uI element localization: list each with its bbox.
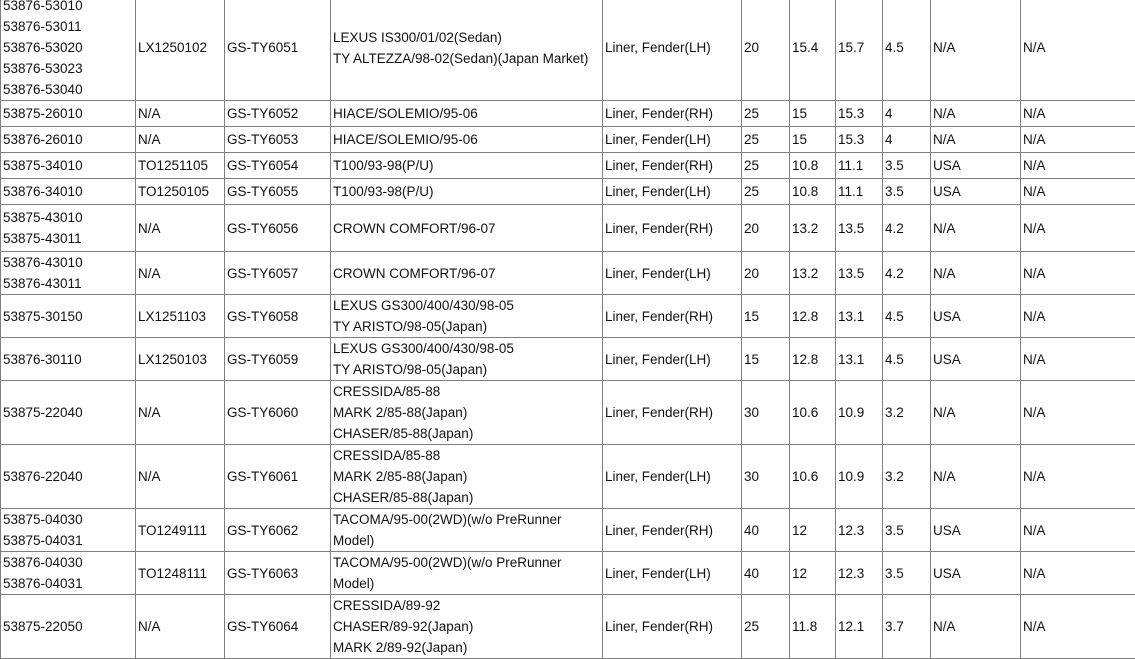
table-row bbox=[1, 595, 1135, 659]
table-row bbox=[1, 338, 1135, 381]
certification-cell[interactable]: N/A bbox=[931, 252, 1021, 295]
dimension-2-cell[interactable]: 12.1 bbox=[836, 595, 883, 659]
application-cell[interactable] bbox=[331, 127, 603, 153]
note-cell[interactable]: N/A bbox=[1021, 381, 1135, 445]
description-cell[interactable]: Liner, Fender(LH) bbox=[603, 252, 742, 295]
partslink-cell[interactable]: TO1251105 bbox=[136, 153, 225, 179]
table-body bbox=[1, 0, 1135, 659]
table-row bbox=[1, 252, 1135, 295]
certification-cell[interactable]: N/A bbox=[931, 381, 1021, 445]
oem-number-cell[interactable] bbox=[1, 127, 136, 153]
oem-number: 53875-43010 bbox=[3, 207, 135, 228]
application-line: TY ARISTO/98-05(Japan) bbox=[333, 359, 602, 380]
application-line: MARK 2/89-92(Japan) bbox=[333, 637, 602, 658]
dimension-2-cell[interactable]: 12.3 bbox=[836, 509, 883, 552]
oem-number: 53876-53010 bbox=[3, 0, 135, 16]
description-cell[interactable]: Liner, Fender(RH) bbox=[603, 595, 742, 659]
table-row bbox=[1, 179, 1135, 205]
application-cell[interactable] bbox=[331, 205, 603, 252]
application-line: CRESSIDA/85-88 bbox=[333, 381, 602, 402]
dimension-1-cell[interactable]: 12.8 bbox=[790, 295, 836, 338]
partslink-cell[interactable]: LX1250103 bbox=[136, 338, 225, 381]
quantity-cell[interactable]: 40 bbox=[742, 552, 790, 595]
oem-number: 53876-53020 bbox=[3, 37, 135, 58]
oem-number: 53876-53011 bbox=[3, 16, 135, 37]
description-cell[interactable]: Liner, Fender(RH) bbox=[603, 205, 742, 252]
quantity-cell[interactable]: 20 bbox=[742, 252, 790, 295]
dimension-2-cell[interactable]: 13.5 bbox=[836, 252, 883, 295]
oem-number: 53875-30150 bbox=[3, 306, 135, 327]
part-code-cell[interactable]: GS-TY6054 bbox=[225, 153, 331, 179]
application-line: LEXUS IS300/01/02(Sedan) bbox=[333, 27, 602, 48]
application-line: TACOMA/95-00(2WD)(w/o PreRunner bbox=[333, 509, 602, 530]
oem-number-cell[interactable] bbox=[1, 179, 136, 205]
dimension-1-cell[interactable]: 12 bbox=[790, 552, 836, 595]
oem-number-cell[interactable] bbox=[1, 595, 136, 659]
part-code-cell[interactable]: GS-TY6052 bbox=[225, 101, 331, 127]
note-cell[interactable]: N/A bbox=[1021, 101, 1135, 127]
quantity-cell[interactable]: 20 bbox=[742, 0, 790, 101]
application-line: HIACE/SOLEMIO/95-06 bbox=[333, 129, 602, 150]
dimension-3-cell[interactable]: 4.2 bbox=[883, 205, 931, 252]
dimension-3-cell[interactable]: 4.5 bbox=[883, 0, 931, 101]
oem-number: 53876-22040 bbox=[3, 466, 135, 487]
dimension-1-cell[interactable]: 13.2 bbox=[790, 205, 836, 252]
note-cell[interactable]: N/A bbox=[1021, 0, 1135, 101]
dimension-1-cell[interactable]: 10.6 bbox=[790, 381, 836, 445]
certification-cell[interactable]: USA bbox=[931, 179, 1021, 205]
partslink-cell[interactable]: N/A bbox=[136, 445, 225, 509]
partslink-cell[interactable]: N/A bbox=[136, 101, 225, 127]
dimension-2-cell[interactable]: 13.5 bbox=[836, 205, 883, 252]
part-code-cell[interactable]: GS-TY6053 bbox=[225, 127, 331, 153]
table-row bbox=[1, 0, 1135, 101]
dimension-1-cell[interactable]: 12 bbox=[790, 509, 836, 552]
dimension-2-cell[interactable]: 15.7 bbox=[836, 0, 883, 101]
dimension-1-cell[interactable]: 13.2 bbox=[790, 252, 836, 295]
partslink-cell[interactable]: TO1249111 bbox=[136, 509, 225, 552]
application-line: TY ALTEZZA/98-02(Sedan)(Japan Market) bbox=[333, 48, 602, 69]
application-cell[interactable] bbox=[331, 0, 603, 101]
application-line: HIACE/SOLEMIO/95-06 bbox=[333, 103, 602, 124]
certification-cell[interactable]: USA bbox=[931, 338, 1021, 381]
note-cell[interactable]: N/A bbox=[1021, 179, 1135, 205]
table-row bbox=[1, 445, 1135, 509]
dimension-3-cell[interactable]: 3.7 bbox=[883, 595, 931, 659]
oem-number-cell[interactable] bbox=[1, 445, 136, 509]
oem-number: 53876-04031 bbox=[3, 573, 135, 594]
oem-number: 53875-43011 bbox=[3, 228, 135, 249]
oem-number: 53875-34010 bbox=[3, 155, 135, 176]
application-cell[interactable] bbox=[331, 445, 603, 509]
oem-number: 53876-30110 bbox=[3, 349, 135, 370]
dimension-2-cell[interactable]: 11.1 bbox=[836, 179, 883, 205]
quantity-cell[interactable]: 25 bbox=[742, 179, 790, 205]
application-cell[interactable] bbox=[331, 101, 603, 127]
oem-number-cell[interactable] bbox=[1, 338, 136, 381]
dimension-1-cell[interactable]: 15 bbox=[790, 127, 836, 153]
dimension-3-cell[interactable]: 4 bbox=[883, 101, 931, 127]
note-cell[interactable]: N/A bbox=[1021, 338, 1135, 381]
certification-cell[interactable]: N/A bbox=[931, 595, 1021, 659]
part-code-cell[interactable]: GS-TY6055 bbox=[225, 179, 331, 205]
dimension-3-cell[interactable]: 4.2 bbox=[883, 252, 931, 295]
dimension-2-cell[interactable]: 12.3 bbox=[836, 552, 883, 595]
application-line: CHASER/85-88(Japan) bbox=[333, 423, 602, 444]
quantity-cell[interactable]: 25 bbox=[742, 153, 790, 179]
dimension-3-cell[interactable]: 3.2 bbox=[883, 445, 931, 509]
part-code-cell[interactable]: GS-TY6064 bbox=[225, 595, 331, 659]
application-line: Model) bbox=[333, 573, 602, 594]
certification-cell[interactable]: USA bbox=[931, 295, 1021, 338]
part-code-cell[interactable]: GS-TY6056 bbox=[225, 205, 331, 252]
oem-number: 53875-04030 bbox=[3, 509, 135, 530]
description-cell[interactable]: Liner, Fender(RH) bbox=[603, 295, 742, 338]
partslink-cell[interactable]: N/A bbox=[136, 205, 225, 252]
dimension-2-cell[interactable]: 15.3 bbox=[836, 101, 883, 127]
oem-number-cell[interactable] bbox=[1, 509, 136, 552]
dimension-3-cell[interactable]: 3.5 bbox=[883, 509, 931, 552]
application-line: T100/93-98(P/U) bbox=[333, 155, 602, 176]
oem-number: 53876-04030 bbox=[3, 552, 135, 573]
application-cell[interactable] bbox=[331, 595, 603, 659]
partslink-cell[interactable]: N/A bbox=[136, 381, 225, 445]
partslink-cell[interactable]: LX1250102 bbox=[136, 0, 225, 101]
dimension-1-cell[interactable]: 15 bbox=[790, 101, 836, 127]
note-cell[interactable]: N/A bbox=[1021, 153, 1135, 179]
note-cell[interactable]: N/A bbox=[1021, 127, 1135, 153]
application-line: CROWN COMFORT/96-07 bbox=[333, 218, 602, 239]
application-cell[interactable] bbox=[331, 179, 603, 205]
application-line: Model) bbox=[333, 530, 602, 551]
description-cell[interactable]: Liner, Fender(LH) bbox=[603, 552, 742, 595]
dimension-3-cell[interactable]: 4.5 bbox=[883, 295, 931, 338]
part-code-cell[interactable]: GS-TY6061 bbox=[225, 445, 331, 509]
dimension-3-cell[interactable]: 3.2 bbox=[883, 381, 931, 445]
application-line: TACOMA/95-00(2WD)(w/o PreRunner bbox=[333, 552, 602, 573]
description-cell[interactable]: Liner, Fender(LH) bbox=[603, 179, 742, 205]
certification-cell[interactable]: N/A bbox=[931, 0, 1021, 101]
oem-number: 53875-22040 bbox=[3, 402, 135, 423]
dimension-2-cell[interactable]: 10.9 bbox=[836, 445, 883, 509]
oem-number: 53875-04031 bbox=[3, 530, 135, 551]
application-line: LEXUS GS300/400/430/98-05 bbox=[333, 338, 602, 359]
application-line: MARK 2/85-88(Japan) bbox=[333, 402, 602, 423]
description-cell[interactable]: Liner, Fender(LH) bbox=[603, 127, 742, 153]
dimension-2-cell[interactable]: 10.9 bbox=[836, 381, 883, 445]
table-row bbox=[1, 381, 1135, 445]
description-cell[interactable]: Liner, Fender(LH) bbox=[603, 0, 742, 101]
dimension-3-cell[interactable]: 3.5 bbox=[883, 552, 931, 595]
certification-cell[interactable]: USA bbox=[931, 153, 1021, 179]
oem-number-cell[interactable] bbox=[1, 153, 136, 179]
note-cell[interactable]: N/A bbox=[1021, 252, 1135, 295]
table-row bbox=[1, 205, 1135, 252]
note-cell[interactable]: N/A bbox=[1021, 445, 1135, 509]
application-cell[interactable] bbox=[331, 153, 603, 179]
application-line: CRESSIDA/85-88 bbox=[333, 445, 602, 466]
application-line: CHASER/85-88(Japan) bbox=[333, 487, 602, 508]
quantity-cell[interactable]: 30 bbox=[742, 445, 790, 509]
oem-number-cell[interactable] bbox=[1, 252, 136, 295]
part-code-cell[interactable]: GS-TY6058 bbox=[225, 295, 331, 338]
certification-cell[interactable]: N/A bbox=[931, 205, 1021, 252]
description-cell[interactable]: Liner, Fender(LH) bbox=[603, 338, 742, 381]
application-cell[interactable] bbox=[331, 509, 603, 552]
dimension-1-cell[interactable]: 11.8 bbox=[790, 595, 836, 659]
part-code-cell[interactable]: GS-TY6051 bbox=[225, 0, 331, 101]
oem-number: 53875-22050 bbox=[3, 616, 135, 637]
application-line: LEXUS GS300/400/430/98-05 bbox=[333, 295, 602, 316]
part-code-cell[interactable]: GS-TY6057 bbox=[225, 252, 331, 295]
dimension-1-cell[interactable]: 12.8 bbox=[790, 338, 836, 381]
dimension-1-cell[interactable]: 10.6 bbox=[790, 445, 836, 509]
description-cell[interactable]: Liner, Fender(RH) bbox=[603, 101, 742, 127]
part-code-cell[interactable]: GS-TY6059 bbox=[225, 338, 331, 381]
oem-number: 53876-43010 bbox=[3, 252, 135, 273]
table-row bbox=[1, 295, 1135, 338]
certification-cell[interactable]: USA bbox=[931, 552, 1021, 595]
dimension-3-cell[interactable]: 4.5 bbox=[883, 338, 931, 381]
application-line: TY ARISTO/98-05(Japan) bbox=[333, 316, 602, 337]
dimension-1-cell[interactable]: 10.8 bbox=[790, 179, 836, 205]
description-cell[interactable]: Liner, Fender(RH) bbox=[603, 509, 742, 552]
description-cell[interactable]: Liner, Fender(RH) bbox=[603, 153, 742, 179]
note-cell[interactable]: N/A bbox=[1021, 205, 1135, 252]
oem-number-cell[interactable] bbox=[1, 205, 136, 252]
note-cell[interactable]: N/A bbox=[1021, 552, 1135, 595]
part-code-cell[interactable]: GS-TY6060 bbox=[225, 381, 331, 445]
quantity-cell[interactable]: 30 bbox=[742, 381, 790, 445]
application-cell[interactable] bbox=[331, 295, 603, 338]
application-line: CHASER/89-92(Japan) bbox=[333, 616, 602, 637]
partslink-cell[interactable]: TO1250105 bbox=[136, 179, 225, 205]
application-line: CRESSIDA/89-92 bbox=[333, 595, 602, 616]
description-cell[interactable]: Liner, Fender(LH) bbox=[603, 445, 742, 509]
application-line: T100/93-98(P/U) bbox=[333, 181, 602, 202]
quantity-cell[interactable]: 25 bbox=[742, 595, 790, 659]
partslink-cell[interactable]: N/A bbox=[136, 595, 225, 659]
certification-cell[interactable]: N/A bbox=[931, 127, 1021, 153]
quantity-cell[interactable]: 15 bbox=[742, 295, 790, 338]
partslink-cell[interactable]: LX1251103 bbox=[136, 295, 225, 338]
oem-number-cell[interactable] bbox=[1, 0, 136, 101]
application-cell[interactable] bbox=[331, 252, 603, 295]
partslink-cell[interactable]: N/A bbox=[136, 252, 225, 295]
dimension-3-cell[interactable]: 3.5 bbox=[883, 153, 931, 179]
oem-number-cell[interactable] bbox=[1, 381, 136, 445]
oem-number-cell[interactable] bbox=[1, 295, 136, 338]
dimension-3-cell[interactable]: 3.5 bbox=[883, 179, 931, 205]
oem-number: 53875-26010 bbox=[3, 103, 135, 124]
application-cell[interactable] bbox=[331, 338, 603, 381]
certification-cell[interactable]: N/A bbox=[931, 445, 1021, 509]
oem-number: 53876-26010 bbox=[3, 129, 135, 150]
note-cell[interactable]: N/A bbox=[1021, 595, 1135, 659]
oem-number-cell[interactable] bbox=[1, 552, 136, 595]
certification-cell[interactable]: N/A bbox=[931, 101, 1021, 127]
oem-number: 53876-43011 bbox=[3, 273, 135, 294]
application-line: CROWN COMFORT/96-07 bbox=[333, 263, 602, 284]
oem-number: 53876-53023 bbox=[3, 58, 135, 79]
quantity-cell[interactable]: 25 bbox=[742, 101, 790, 127]
dimension-2-cell[interactable]: 15.3 bbox=[836, 127, 883, 153]
quantity-cell[interactable]: 15 bbox=[742, 338, 790, 381]
oem-number: 53876-53040 bbox=[3, 79, 135, 100]
description-cell[interactable]: Liner, Fender(RH) bbox=[603, 381, 742, 445]
part-code-cell[interactable]: GS-TY6063 bbox=[225, 552, 331, 595]
dimension-2-cell[interactable]: 13.1 bbox=[836, 295, 883, 338]
oem-number-cell[interactable] bbox=[1, 101, 136, 127]
table-row bbox=[1, 509, 1135, 552]
table-row bbox=[1, 153, 1135, 179]
table-row bbox=[1, 552, 1135, 595]
partslink-cell[interactable]: N/A bbox=[136, 127, 225, 153]
oem-number: 53876-34010 bbox=[3, 181, 135, 202]
dimension-1-cell[interactable]: 10.8 bbox=[790, 153, 836, 179]
quantity-cell[interactable]: 40 bbox=[742, 509, 790, 552]
table-row bbox=[1, 101, 1135, 127]
partslink-cell[interactable]: TO1248111 bbox=[136, 552, 225, 595]
dimension-2-cell[interactable]: 11.1 bbox=[836, 153, 883, 179]
note-cell[interactable]: N/A bbox=[1021, 509, 1135, 552]
application-cell[interactable] bbox=[331, 381, 603, 445]
part-code-cell[interactable]: GS-TY6062 bbox=[225, 509, 331, 552]
application-line: MARK 2/85-88(Japan) bbox=[333, 466, 602, 487]
note-cell[interactable]: N/A bbox=[1021, 295, 1135, 338]
dimension-3-cell[interactable]: 4 bbox=[883, 127, 931, 153]
table-row bbox=[1, 127, 1135, 153]
quantity-cell[interactable]: 20 bbox=[742, 205, 790, 252]
dimension-2-cell[interactable]: 13.1 bbox=[836, 338, 883, 381]
application-cell[interactable] bbox=[331, 552, 603, 595]
certification-cell[interactable]: USA bbox=[931, 509, 1021, 552]
dimension-1-cell[interactable]: 15.4 bbox=[790, 0, 836, 101]
quantity-cell[interactable]: 25 bbox=[742, 127, 790, 153]
